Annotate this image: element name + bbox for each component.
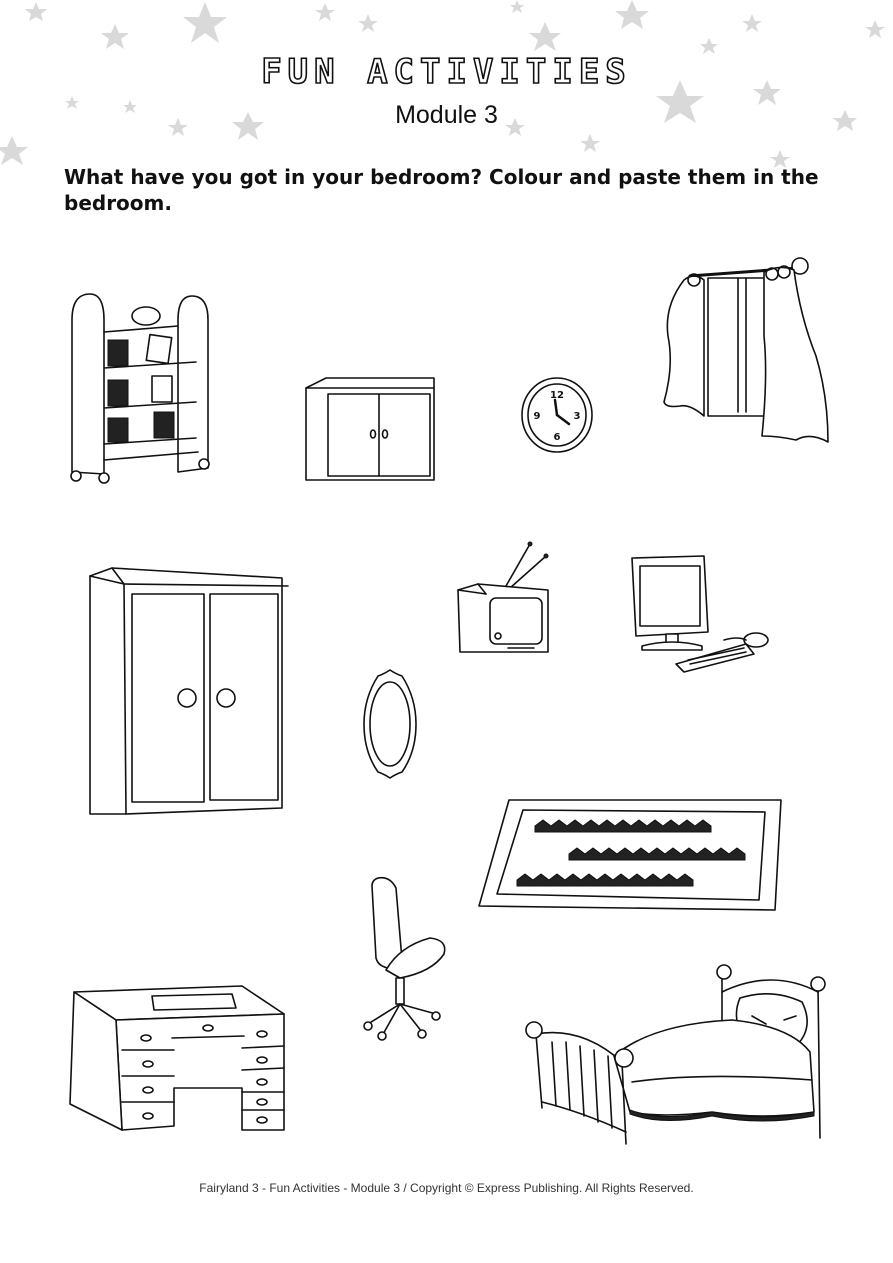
star-icon [315,3,335,21]
page-title: FUN ACTIVITIES [261,52,632,92]
bed-illustration [522,962,834,1152]
tv-illustration [452,540,552,658]
cabinet-illustration [302,376,436,482]
star-icon [0,136,28,165]
star-icon [25,2,47,21]
wardrobe-illustration [84,566,290,816]
star-icon [865,20,885,38]
mirror-illustration [360,668,420,780]
copyright-footer: Fairyland 3 - Fun Activities - Module 3 / Copyright © Express Publishing. All Rights Reserved. [199,1181,694,1195]
chair-illustration [360,874,450,1040]
bookcase-illustration [66,292,214,484]
star-icon [529,22,561,51]
clock-number-3: 3 [573,411,581,422]
clock-number-12: 12 [550,390,564,401]
clock-illustration [519,376,595,454]
star-icon [742,14,762,32]
star-icon [358,14,378,32]
computer-illustration [628,554,776,676]
activity-instruction: What have you got in your bedroom? Colour and paste them in the bedroom. [64,165,819,215]
clock-number-6: 6 [553,432,561,443]
rug-illustration [475,796,785,912]
curtains-illustration [660,256,836,448]
desk-illustration [66,984,288,1132]
clock-number-9: 9 [533,411,541,422]
module-subtitle: Module 3 [395,101,498,129]
star-icon [101,24,129,49]
star-icon [580,134,600,152]
star-icon [183,2,227,43]
star-icon [615,0,649,29]
star-icon [510,0,524,13]
